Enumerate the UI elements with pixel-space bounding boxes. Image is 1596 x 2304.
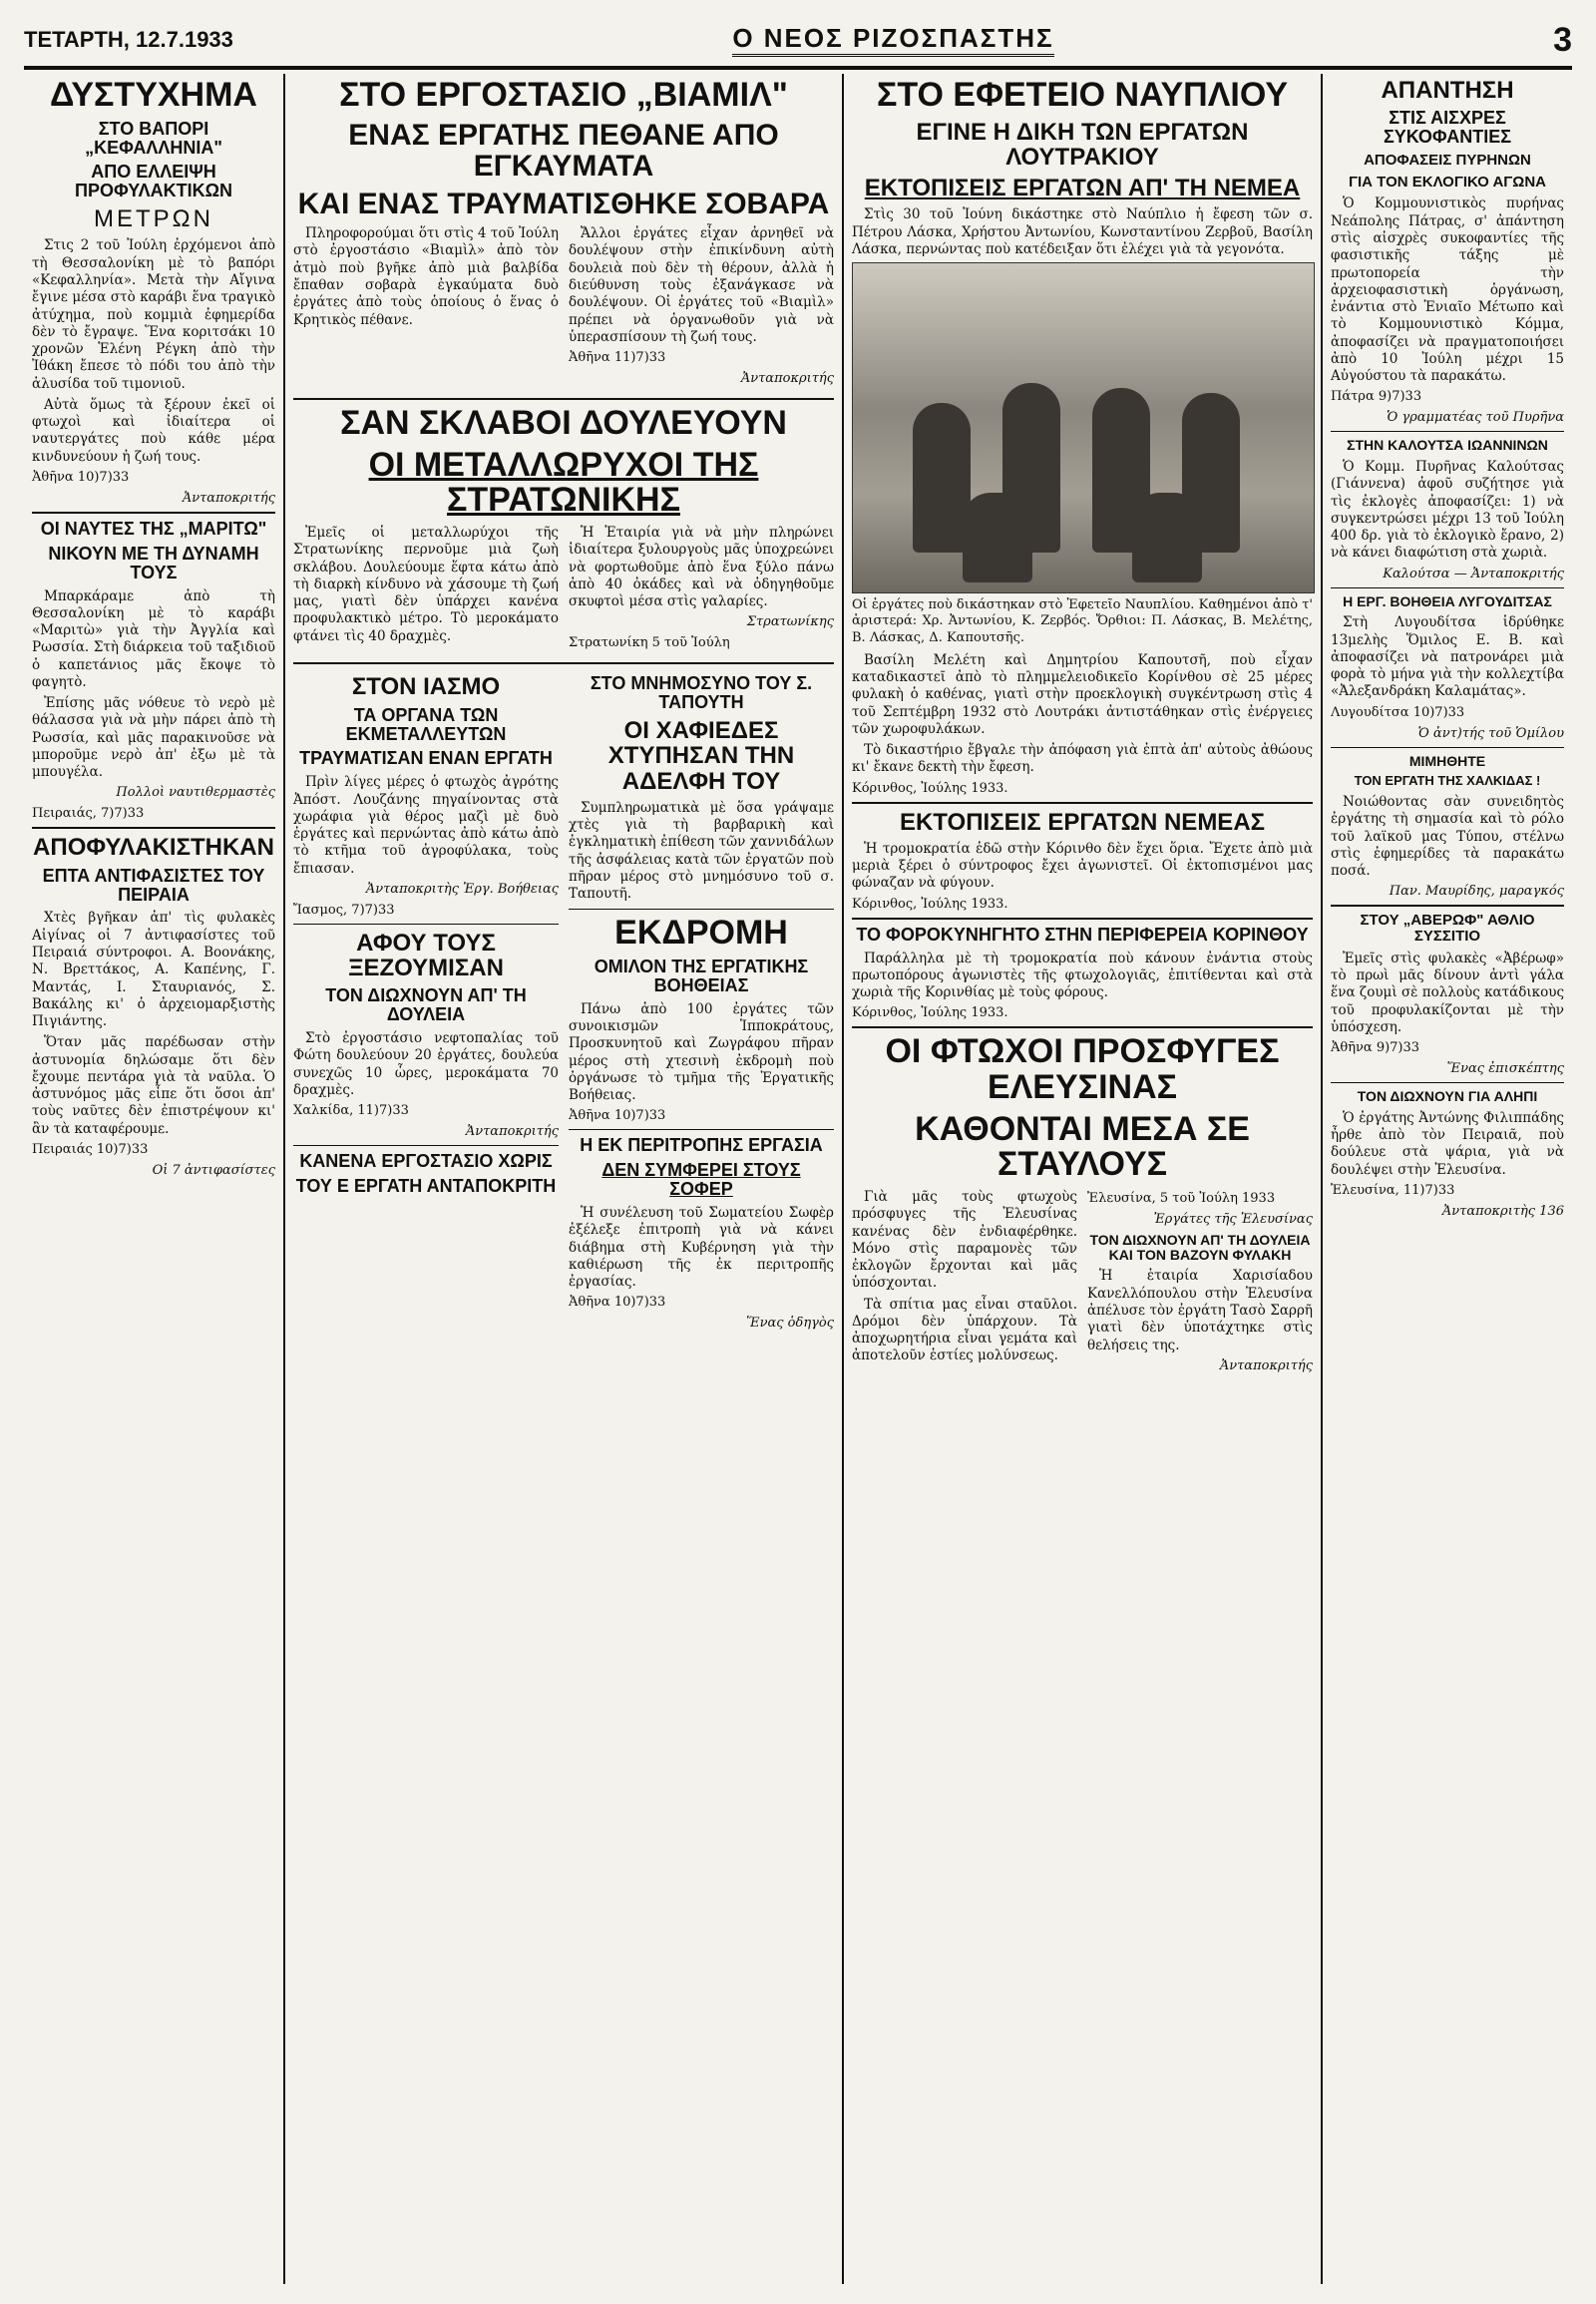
divider [1331, 905, 1564, 907]
byline: Ἕνας ὁδηγὸς [746, 1316, 834, 1332]
headline: ΤΟ ΦΟΡΟΚΥΝΗΓΗΤΟ ΣΤΗΝ ΠΕΡΙΦΕΡΕΙΑ ΚΟΡΙΝΘΟΥ [856, 924, 1309, 945]
headline: ΔΥΣΤΥΧΗΜΑ [50, 76, 257, 114]
article-text: Ἐμεῖς στὶς φυλακὲς «Ἀβέρωφ» τὸ πρωὶ μᾶς δίνουν ἀντὶ γάλα ἕνα ζουμὶ σὲ πολλοὺς κατάδικους τοῦ προφυλακίζονται μὲ τὴν ὑπόσχεση. [1331, 950, 1564, 1035]
article-text: Γιὰ μᾶς τοὺς φτωχοὺς πρόσφυγες τῆς Ἐλευσίνας κανένας δὲν ἐνδιαφέρθηκε. Μόνο στὶς παραμονὲς τῶν ἐκλογῶν ἔρχονται καὶ μᾶς ὑπόσχονται. [852, 1189, 1077, 1292]
article-text: Ὅταν μᾶς παρέδωσαν στὴν ἀστυνομία δηλώσαμε ὅτι δὲν ἔχουμε πεντάρα γιὰ τὰ ναῦλα. Ὁ ἀστυνόμος μᾶς εἶπε ὅτι ὅσοι ἀπ' τοὺς ναῦτες δὲν ἐπιστρέψουν κι' ἂν τὰ καταφέρουμε. [32, 1034, 275, 1137]
byline: Ὁ γραμματέας τοῦ Πυρῆνα [1387, 410, 1564, 426]
divider [1331, 1082, 1564, 1083]
divider [32, 512, 275, 514]
article-text: Τὸ δικαστήριο ἔβγαλε τὴν ἀπόφαση γιὰ ἐπτὰ ἀπ' αὐτοὺς ἀθώους κι' ἔκανε δεκτὴ τὴν ἔφεση. [852, 742, 1313, 776]
headline: ΕΝΑΣ ΕΡΓΑΤΗΣ ΠΕΘΑΝΕ ΑΠΟ ΕΓΚΑΥΜΑΤΑ [348, 118, 779, 184]
column-4 [1323, 74, 1572, 2284]
dateline: Στρατωνίκη 5 τοῦ Ἰούλη [569, 635, 730, 651]
column-2 [285, 74, 844, 2284]
headline: ΟΜΙΛΟΝ ΤΗΣ ΕΡΓΑΤΙΚΗΣ ΒΟΗΘΕΙΑΣ [594, 957, 809, 995]
headline: Η ΕΚ ΠΕΡΙΤΡΟΠΗΣ ΕΡΓΑΣΙΑ [580, 1135, 823, 1156]
headline: ΟΙ ΜΕΤΑΛΛΩΡΥΧΟΙ ΤΗΣ ΣΤΡΑΤΩΝΙΚΗΣ [368, 445, 759, 520]
dateline: Ἀθῆνα 10)7)33 [32, 469, 130, 485]
headline: ΤΟΝ ΔΙΩΧΝΟΥΝ ΑΠ' ΤΗ ΔΟΥΛΕΙΑ [325, 985, 527, 1025]
headline: ΣΤΗΝ ΚΑΛΟΥΤΣΑ ΙΩΑΝΝΙΝΩΝ [1347, 437, 1548, 454]
headline: ΚΑΙ ΕΝΑΣ ΤΡΑΥΜΑΤΙΣΘΗΚΕ ΣΟΒΑΡΑ [297, 187, 830, 220]
divider [569, 1129, 834, 1130]
dateline: Κόρινθος, Ἰούλης 1933. [852, 896, 1008, 912]
headline: ΕΚΤΟΠΙΣΕΙΣ ΕΡΓΑΤΩΝ ΑΠ' ΤΗ ΝΕΜΕΑ [864, 175, 1301, 202]
article-text: Στὸ ἐργοστάσιο νεφτοπαλίας τοῦ Φώτη δουλεύουν 20 ἐργάτες, δουλεύα συνεχῶς 10 ὧρες, μεροκάματα 70 δραχμὲς. [293, 1030, 559, 1098]
headline: ΣΤΟ ΕΡΓΟΣΤΑΣΙΟ „ΒΙΑΜΙΛ" [339, 76, 788, 114]
headline: Η ΕΡΓ. ΒΟΗΘΕΙΑ ΛΥΓΟΥΔΙΤΣΑΣ [1343, 592, 1552, 609]
headline: ΣΤΙΣ ΑΙΣΧΡΕΣ ΣΥΚΟΦΑΝΤΙΕΣ [1383, 108, 1512, 148]
divider [1331, 431, 1564, 432]
headline: ΕΚΔΡΟΜΗ [614, 914, 788, 953]
byline: Πολλοὶ ναυτιθερμαστὲς [116, 785, 275, 801]
divider [32, 827, 275, 829]
headline: ΣΤΟΝ ΙΑΣΜΟ [351, 673, 501, 701]
article-text: Στὴ Λυγουδίτσα ἱδρύθηκε 13μελὴς Ὅμιλος Ε. Β. καὶ ἀποφασίζει νὰ πατρονάρει μιὰ φορὰ τὸ μήνα γιὰ τὴν κολλεχτίβα «Ἀλεξανδράκη Καλαμάτας». [1331, 614, 1564, 700]
headline: ΝΙΚΟΥΝ ΜΕ ΤΗ ΔΥΝΑΜΗ ΤΟΥΣ [48, 543, 259, 582]
byline: Ἕνας ἐπισκέπτης [1446, 1061, 1564, 1077]
byline: Στρατωνίκης [746, 614, 834, 630]
article-text: Ἐπίσης μᾶς νόθευε τὸ νερὸ μὲ θάλασσα γιὰ νὰ μὴν πάρει ἀπὸ τὴ Ρωσσία, καὶ μᾶς παρακινοῦσε νὰ μποροῦμε νερὸ ἀπ' ἐξω μὲ τὰ μπουγέλα. [32, 695, 275, 781]
dateline: Λυγουδίτσα 10)7)33 [1331, 704, 1465, 720]
dateline: Ἀθῆνα 11)7)33 [569, 350, 666, 366]
headline: ΣΤΟ ΒΑΠΟΡΙ „ΚΕΦΑΛΛΗΝΙΑ" [85, 118, 222, 158]
divider [293, 924, 559, 925]
headline: ΟΙ ΝΑΥΤΕΣ ΤΗΣ „ΜΑΡΙΤΩ" [40, 518, 267, 539]
article-text: Ὁ Κομμ. Πυρῆνας Καλούτσας (Γιάννενα) ἀφοῦ συζήτησε γιὰ τὶς ἐκλογὲς ἀποφασίζει: 1) νὰ συγκεντρώσει μέχρι 13 τοῦ Ἰούλη 400 δρ. γιὰ τὸ ἐκλογικὸ ἔρανο, 2) νὰ κάνει διαφώτιση στὰ χωριὰ. [1331, 459, 1564, 562]
headline: ΜΙΜΗΘΗΤΕ [1408, 752, 1486, 769]
article-text: Πάνω ἀπὸ 100 ἐργάτες τῶν συνοικισμῶν Ἱπποκράτους, Προσκυνητοῦ καὶ Ζωγράφου πῆραν μέρος στὴ χτεσινὴ ἐκδρομὴ ποὺ ὀργάνωσε τὸ τμῆμα τῆς Ἐργατικῆς Βοήθειας. [569, 1000, 834, 1104]
dateline: Πάτρα 9)7)33 [1331, 389, 1422, 405]
article-text: Ἡ Ἑταιρία γιὰ νὰ μὴν πληρώνει ἰδιαίτερα ξυλουργοὺς μᾶς ὑποχρεώνει νὰ φορτωθοῦμε ἀπὸ ἕνα ξύλο πάνω ἀπὸ 40 ὀκάδες καὶ νὰ ὁδηγηθοῦμε σκυφτοὶ μέσα στὶς γαλαρίες. [569, 525, 834, 610]
headline: ΣΤΟΥ „ΑΒΕΡΩΦ" ΑΘΛΙΟ ΣΥΣΣΙΤΙΟ [1360, 912, 1535, 946]
byline: Καλούτσα — Ἀνταποκριτής [1383, 566, 1564, 581]
article-text: Ἡ συνέλευση τοῦ Σωματείου Σωφὲρ ἐξέλεξε ἐπιτροπὴ γιὰ νὰ κάνει διάβημα στὴ Κυβέρνηση γιὰ τὴν καθιέρωση τῆς ἐκ περιτροπῆς ἐργασίας. [569, 1205, 834, 1291]
article-text: Ὁ Κομμουνιστικὸς πυρήνας Νεάπολης Πάτρας, σ' ἀπάντηση στὶς αἰσχρὲς συκοφαντίες τῆς φασιστικῆς τάξης μὲ πρωτοπορεία τὴν ἀρχειοφασιστικὴ ὀργάνωση, ἐνάντια στὸ Ἑνιαῖο Μέτωπο καὶ τὸ Κομμουνιστικὸ Κόμμα, ἀποφασίζει νὰ πραγματοποιήσει ἀπὸ 10 Ἰούλη μέχρι 15 Αὐγούστου τὰ παρακάτω. [1331, 195, 1564, 385]
dateline: Πειραιάς, 7)7)33 [32, 806, 145, 822]
divider [293, 1145, 559, 1146]
headline: ΣΤΟ ΕΦΕΤΕΙΟ ΝΑΥΠΛΙΟΥ [876, 76, 1289, 114]
article-text: Παράλληλα μὲ τὴ τρομοκρατία ποὺ κάνουν ἐνάντια στοὺς πρωτοπόρους ἀγωνιστὲς τῆς φτωχολογιᾶς, ἐπιτίθενται καὶ στὰ χωριὰ τῆς Κορινθίας μὲ τοὺς φόρους. [852, 950, 1313, 1001]
dateline: Χαλκίδα, 11)7)33 [293, 1103, 409, 1119]
byline: Ἀνταποκριτής [182, 490, 275, 506]
article-text: Στις 2 τοῦ Ἰούλη ἐρχόμενοι ἀπὸ τὴ Θεσσαλονίκη μὲ τὸ βαπόρι «Κεφαλληνία». Μετὰ τὴν Αἴγινα ἔγινε μέσα στὸ καράβι ἕνα τραγικὸ ἀτύχημα, ποὺ κομμιὰ ἐφημερίδα δὲν τὸ ἔγραψε. Ἕνα κοριτσάκι 10 χρονῶν Ἑλένη Ρέγκη ἀπὸ τὴν Ἰθάκη ἔπεσε τὸ πόδι του ἀπὸ τὴν ἁλυσίδα τοῦ τιμονιοῦ. [32, 237, 275, 392]
byline: Παν. Μαυρίδης, μαραγκός [1389, 884, 1564, 900]
headline: ΑΦΟΥ ΤΟΥΣ ΞΕΖΟΥΜΙΣΑΝ [348, 929, 504, 982]
headline: ΑΠΟΦΑΣΕΙΣ ΠΥΡΗΝΩΝ [1364, 151, 1531, 169]
dateline: Ἐλευσίνα, 5 τοῦ Ἰούλη 1933 [1087, 1191, 1276, 1207]
headline: ΟΙ ΦΤΩΧΟΙ ΠΡΟΣΦΥΓΕΣ ΕΛΕΥΣΙΝΑΣ [885, 1032, 1280, 1107]
column-1 [24, 74, 285, 2284]
headline: ΑΠΟΦΥΛΑΚΙΣΤΗΚΑΝ [33, 834, 274, 862]
headline: ΟΙ ΧΑΦΙΕΔΕΣ ΧΤΥΠΗΣΑΝ ΤΗΝ ΑΔΕΛΦΗ ΤΟΥ [607, 717, 795, 795]
dateline: Πειραιάς 10)7)33 [32, 1141, 149, 1157]
article-text: Μπαρκάραμε ἀπὸ τὴ Θεσσαλονίκη μὲ τὸ καράβι «Μαριτὼ» γιὰ τὴν Ἀγγλία καὶ Ρωσσία. Στὴ διάρκεια τοῦ ταξιδιοῦ ὁ καπετάνιος μᾶς ἔκοψε τὸ φαγητὸ. [32, 587, 275, 690]
headline: ΤΑ ΟΡΓΑΝΑ ΤΩΝ ΕΚΜΕΤΑΛΛΕΥΤΩΝ [345, 704, 507, 744]
masthead [24, 20, 1572, 70]
headline: ΕΠΤΑ ΑΝΤΙΦΑΣΙΣΤΕΣ ΤΟΥ ΠΕΙΡΑΙΑ [42, 865, 265, 905]
headline: ΕΚΤΟΠΙΣΕΙΣ ΕΡΓΑΤΩΝ ΝΕΜΕΑΣ [899, 808, 1266, 836]
issue-date: ΤΕΤΑΡΤΗ, 12.7.1933 [24, 27, 233, 52]
dateline: Ἴασμος, 7)7)33 [293, 902, 395, 918]
group-photo [852, 262, 1315, 593]
article-text: Στὶς 30 τοῦ Ἰούνη δικάστηκε στὸ Ναύπλιο ἡ ἔφεση τῶν σ. Πέτρου Λάσκα, Χρήστου Ἀντωνίου, Κωνσταντίνου Ζερβοῦ, Βασίλη Λάσκα, περνώντας ποὺ κατέδειξαν ὅτι ἐλέχει γιὰ τὰ γεγονότα. [852, 206, 1313, 257]
dateline: Κόρινθος, Ἰούλης 1933. [852, 1005, 1008, 1021]
headline: ΤΟΝ ΔΙΩΧΝΟΥΝ ΓΙΑ ΑΛΗΠΙ [1357, 1088, 1538, 1105]
article-text: Ἄλλοι ἐργάτες εἶχαν ἀρνηθεῖ νὰ δουλέψουν στὴν ἐπικίνδυνη αὐτὴ δουλειὰ ποὺ δὲν τὴ θέρουν, ἀλλὰ ἡ διεύθυνση τοὺς ἐξανάγκασε νὰ δουλέψουν. Οἱ ἐργάτες τοῦ «Βιαμὶλ» πρέπει νὰ ὀργανωθοῦν γιὰ νὰ ὑπερασπίσουν τὴ ζωή τους. [569, 225, 834, 345]
byline: Ἀνταποκριτὴς 136 [1441, 1203, 1564, 1219]
headline: ΤΟΝ ΕΡΓΑΤΗ ΤΗΣ ΧΑΛΚΙΔΑΣ ! [1354, 773, 1541, 789]
dateline: Ἀθῆνα 10)7)33 [569, 1295, 666, 1311]
divider [1331, 747, 1564, 748]
article-text: Ἐμεῖς οἱ μεταλλωρύχοι τῆς Στρατωνίκης περνοῦμε μιὰ ζωὴ σκλάβου. Δουλεύουμε ἕφτα κάτω ἀπὸ τὴ διαρκὴ κίνδυνο νὰ χάσουμε τὴ ζωή μας, γιατὶ δὲν ὑπάρχει κανένα προφυλακτικὸ μέτρο. Τὸ μεροκάματο φτάνει τὶς 40 δραχμὲς. [293, 525, 559, 644]
columns [24, 74, 1572, 2284]
byline: Ἀνταποκριτής [465, 1124, 559, 1140]
newspaper-title: Ο ΝΕΟΣ ΡΙΖΟΣΠΑΣΤΗΣ [732, 23, 1053, 57]
headline: ΚΑΘΟΝΤΑΙ ΜΕΣΑ ΣΕ ΣΤΑΥΛΟΥΣ [915, 1109, 1250, 1184]
headline: ΑΠΑΝΤΗΣΗ [1381, 77, 1514, 104]
article-text: Τὰ σπίτια μας εἶναι σταῦλοι. Δρόμοι δὲν ὑπάρχουν. Τὰ ἀποχωρητήρια εἶναι γεμάτα καὶ ἀποτελοῦν ἑστίες μολύνσεως. [852, 1296, 1077, 1364]
divider [852, 802, 1313, 804]
byline: Οἱ 7 ἀντιφασίστες [152, 1162, 275, 1178]
dateline: Ἀθῆνα 10)7)33 [569, 1108, 666, 1124]
headline: ΤΟΥ Ε ΕΡΓΑΤΗ ΑΝΤΑΠΟΚΡΙΤΗ [295, 1176, 557, 1196]
divider [852, 1026, 1313, 1028]
article-text: Ἡ ἑταιρία Χαρισίαδου Κανελλόπουλου στὴν Ἐλευσίνα ἀπέλυσε τὸν ἐργάτη Τασὸ Σαρρῆ γιατὶ δὲν ὑποτάχτηκε στὶς θελήσεις της. [1087, 1268, 1313, 1353]
headline: ΤΟΝ ΔΙΩΧΝΟΥΝ ΑΠ' ΤΗ ΔΟΥΛΕΙΑ ΚΑΙ ΤΟΝ ΒΑΖΟΥΝ ΦΥΛΑΚΗ [1089, 1232, 1311, 1263]
dateline: Κόρινθος, Ἰούλης 1933. [852, 780, 1008, 796]
headline: ΤΡΑΥΜΑΤΙΣΑΝ ΕΝΑΝ ΕΡΓΑΤΗ [299, 748, 553, 769]
headline: ΣΤΟ ΜΝΗΜΟΣΥΝΟ ΤΟΥ Σ. ΤΑΠΟΥΤΗ [590, 673, 813, 713]
headline: ΓΙΑ ΤΟΝ ΕΚΛΟΓΙΚΟ ΑΓΩΝΑ [1349, 173, 1546, 191]
byline: Ἐργάτες τῆς Ἐλευσίνας [1153, 1212, 1313, 1228]
article-row [293, 670, 834, 1337]
article-text: Βασίλη Μελέτη καὶ Δημητρίου Καπουτσῆ, ποὺ εἶχαν καταδικαστεῖ ἀπὸ τὸ πλημμελειοδικεῖο Κορίνθου σὲ 25 μέρες φυλακὴ ὁ καθένας, γιατὶ στὴν προεκλογικὴ συγκέντρωση στὶς 4 τοῦ Σεπτέμβρη 1932 στὸ Λουτράκι ἀντιστάθηκαν στὶς ἐνέργειες τῶν χωροφυλάκων. [852, 651, 1313, 737]
dateline: Ἀθῆνα 9)7)33 [1331, 1040, 1420, 1056]
byline: Ὁ ἀντ)τής τοῦ Ὁμίλου [1417, 725, 1564, 741]
article-text: Συμπληρωματικὰ μὲ ὅσα γράψαμε χτὲς γιὰ τὴ βαρβαρικὴ καὶ ἐγκληματικὴ ἐπίθεση τῶν χαννιδάλων τῆς ἀσφάλειας κατὰ τῶν ἐργατῶν ποὺ πῆραν μέρος στὸ μνημόσυνο τοῦ σ. Ταπουτῆ. [569, 799, 834, 903]
article-text: Χτὲς βγῆκαν ἀπ' τὶς φυλακὲς Αἰγίνας οἱ 7 ἀντιφασίστες τοῦ Πειραιά σύντροφοι. Α. Βοονάκης, Ν. Βρεττάκος, Α. Καπένης, Γ. Μαντάς, Ι. Σταυριανός, Σ. Βακάλης κι' ὁ ἀρχειομαρξιστὴς Πιγιάντης. [32, 910, 275, 1030]
column-3 [844, 74, 1323, 2284]
article-text: Πρὶν λίγες μέρες ὁ φτωχὸς ἀγρότης Ἀπόστ. Λουζάνης πηγαίνοντας στὰ χωράφια γιὰ θέρος μαζὶ μὲ δυὸ ἐργάτες καὶ περνώντας ἀπὸ κάτω ἀπὸ τὸ κτῆμα τοῦ ἀγροφύλακα, τοὺς ἔπιασαν. [293, 774, 559, 877]
article-body [852, 1189, 1313, 1379]
headline: ΚΑΝΕΝΑ ΕΡΓΟΣΤΑΣΙΟ ΧΩΡΙΣ [299, 1151, 553, 1172]
byline: Ἀνταποκριτὴς Ἐργ. Βοήθειας [365, 881, 559, 897]
divider [852, 918, 1313, 920]
byline: Ἀνταποκριτής [1219, 1357, 1313, 1373]
photo-caption: Οἱ ἐργάτες ποὺ δικάστηκαν στὸ Ἐφετεῖο Ναυπλίου. Καθημένοι ἀπὸ τ' ἀριστερά: Χρ. Ἀντωνίου, Κ. Ζερβός. Ὄρθιοι: Π. Λάσκας, Β. Μελέτης, Β. Λάσκας, Δ. Καπουτσῆς. [852, 597, 1313, 645]
page-number: 3 [1553, 20, 1572, 59]
article-text: Πληροφορούμαι ὅτι στὶς 4 τοῦ Ἰούλη στὸ ἐργοστάσιο «Βιαμὶλ» ἀπὸ τὸν ἀτμὸ ποὺ βγῆκε ἀπὸ μιὰ βαλβίδα ἔπαθαν σοβαρὰ ἐγκαύματα δυὸ ἐργάτες ἀπὸ τοὺς ὁποίους ὁ ἕνας ὁ Κρητικὸς πέθανε. [293, 225, 559, 328]
divider [1331, 587, 1564, 588]
article-text: Νοιώθοντας σὰν συνειδητὸς ἐργάτης τὴ σημασία καὶ τὸ ρόλο τοῦ λαϊκοῦ μας Τύπου, στέλνω στὶς ἐφημερίδες τὰ παρακάτω ποσά. [1331, 794, 1564, 880]
divider [293, 398, 834, 400]
headline: ΑΠΟ ΕΛΛΕΙΨΗ ΠΡΟΦΥΛΑΚΤΙΚΩΝ [74, 162, 233, 201]
headline: ΣΑΝ ΣΚΛΑΒΟΙ ΔΟΥΛΕΥΟΥΝ [340, 404, 787, 443]
divider [293, 662, 834, 664]
article-text: Ἡ τρομοκρατία ἐδῶ στὴν Κόρινθο δὲν ἔχει ὅρια. Ἔχετε ἀπὸ μιὰ μεριὰ ξέρει ὁ σύντροφος ἔχει ἀγωνιστεῖ. Οἱ ἐκτοπισμένοι μας φώναζαν νὰ φύγουν. [852, 840, 1313, 892]
headline: ΔΕΝ ΣΥΜΦΕΡΕΙ ΣΤΟΥΣ ΣΟΦΕΡ [601, 1160, 801, 1200]
headline: ΕΓΙΝΕ Η ΔΙΚΗ ΤΩΝ ΕΡΓΑΤΩΝ ΛΟΥΤΡΑΚΙΟΥ [916, 118, 1249, 171]
article-body [293, 525, 834, 656]
byline: Ἀνταποκριτής [740, 371, 834, 387]
article-text: Ὁ ἐργάτης Ἀντώνης Φιλιππάδης ἦρθε ἀπὸ τὸν Πειραιᾶ, ποὺ δούλευε στὰ ψάρια, γιὰ νὰ δουλέψει στὴν Ἐλευσίνα. [1331, 1109, 1564, 1178]
headline: ΜΕΤΡΩΝ [94, 205, 213, 233]
article-body [293, 225, 834, 392]
divider [569, 909, 834, 910]
dateline: Ἐλευσίνα, 11)7)33 [1331, 1182, 1455, 1198]
article-text: Αὐτὰ ὅμως τὰ ξέρουν ἐκεῖ οἱ φτωχοὶ καὶ ἰδιαίτερα οἱ ναυτεργάτες ποὺ κάθε μέρα κινδυνεύουν ἡ ζωή τους. [32, 396, 275, 465]
